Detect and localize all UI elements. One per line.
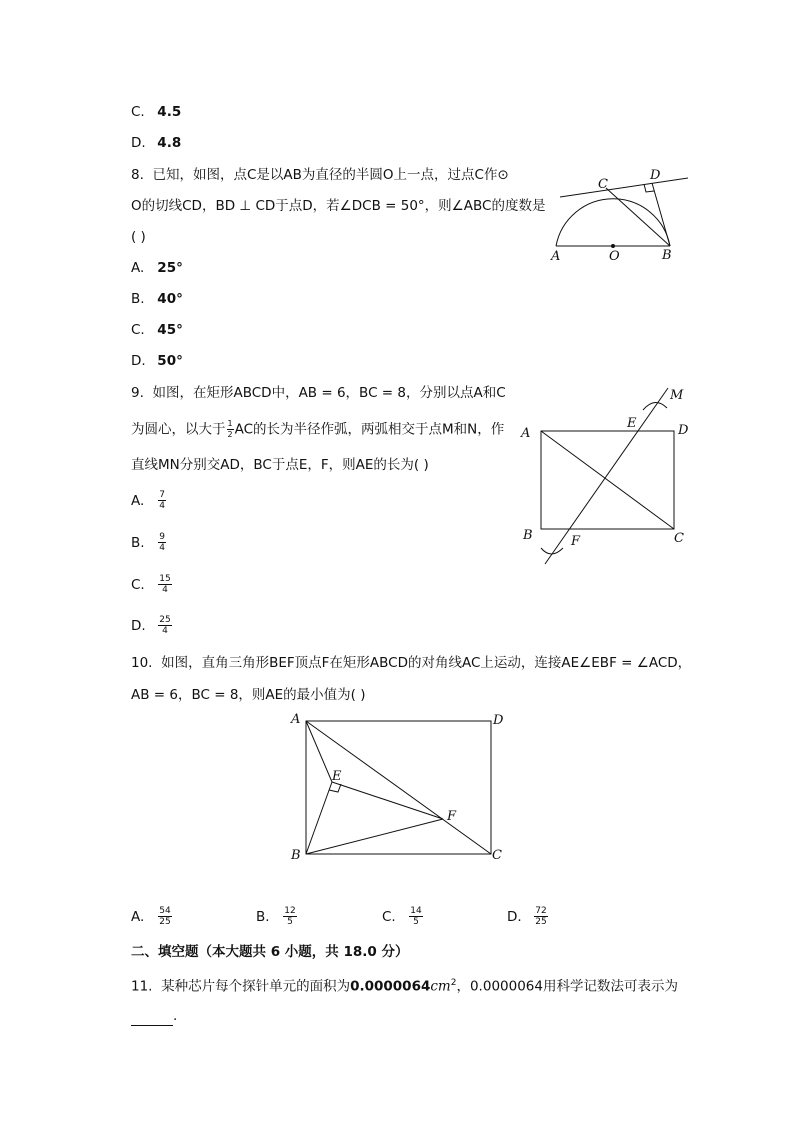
line-mn [545,388,668,564]
q10-option-c [382,906,424,927]
option-fraction [534,906,547,927]
option-fraction [283,906,296,927]
q11-text-post: ，0.0000064用科学记数法可表示为 [456,978,678,995]
half-fraction [227,419,234,440]
q10-option-a [131,906,173,927]
frac-num: 12 [284,906,296,916]
q9-option-b [131,532,167,553]
label-c: C [598,177,608,192]
q11-text-pre: 某种芯片每个探针单元的面积为 [161,978,351,995]
q9-stem-line2 [131,419,504,440]
option-fraction [158,490,166,511]
q7-option-d [131,133,181,153]
q10-stem-line1 [131,653,691,673]
option-value: 50° [157,353,183,369]
q11-answer-line [131,1006,177,1026]
option-label: B. [131,291,145,307]
q9-text-2a: 为圆心，以大于 [131,421,226,438]
option-label: C. [131,576,145,593]
chord-cb [606,188,670,246]
label-e: E [627,416,637,431]
q10-stem-line2: AB = 6，BC = 8，则AE的最小值为( ) [131,687,366,703]
label-c: C [674,531,684,546]
frac-den: 4 [159,501,166,511]
q9-option-c [131,574,173,595]
option-label: D. [131,135,146,151]
segment-be [306,782,332,854]
label-b: B [523,528,533,543]
question-number: 11. [131,978,153,995]
label-a: A [291,712,301,727]
option-fraction [158,574,171,595]
section-title: 二、填空题（本大题共 6 小题，共 18.0 分） [131,944,409,960]
frac-den: 25 [159,917,171,927]
q9-option-a [131,490,167,511]
q8-option-d [131,351,183,371]
label-b: B [662,248,672,263]
q8-option-a [131,258,183,278]
frac-den: 5 [413,917,419,927]
question-number: 10. [131,655,153,671]
question-number: 9. [131,385,144,401]
q8-text-1: 已知，如图，点C是以AB为直径的半圆O上一点，过点C作⊙ [152,167,509,183]
option-label: D. [131,617,146,634]
q10-option-d [507,906,549,927]
label-e: E [332,769,342,784]
option-label: A. [131,908,145,925]
q9-figure [515,380,715,570]
q9-stem-line3: 直线MN分别交AD，BC于点E，F，则AE的长为( ) [131,457,429,473]
label-c: C [492,848,502,863]
q8-stem-line3: ( ) [131,229,146,245]
q11-unit: cm [430,978,451,995]
segment-bf [306,819,443,854]
option-value: 45° [157,322,183,338]
semicircle-arc [556,199,670,246]
label-d: D [678,423,689,438]
q11-stem-line1 [131,973,678,997]
q9-text-2b: AC的长为半径作弧，两弧相交于点M和N，作 [234,421,505,438]
q8-stem-line2: O的切线CD，BD ⊥ CD于点D，若∠DCB = 50°，则∠ABC的度数是 [131,198,546,214]
frac-num: 15 [159,574,171,584]
label-f: F [571,534,581,549]
option-label: D. [131,353,146,369]
frac-num: 54 [159,906,171,916]
frac-num: 72 [535,906,547,916]
center-point [611,244,615,248]
answer-blank[interactable] [131,1011,173,1026]
option-label: B. [256,908,270,925]
frac-num: 1 [227,419,233,428]
option-fraction [158,906,171,927]
frac-den: 4 [162,585,168,595]
arc-n [541,548,563,554]
option-label: B. [131,534,145,551]
option-label: C. [382,908,396,925]
q9-text-1: 如图，在矩形ABCD中，AB = 6，BC = 8，分别以点A和C [152,385,506,401]
label-b: B [291,848,301,863]
tangent-line [560,178,688,197]
option-label: C. [131,322,145,338]
option-value: 4.5 [157,104,182,120]
label-a: A [551,249,561,264]
frac-den: 4 [162,626,168,636]
label-d: D [650,168,661,183]
segment-bd [652,183,670,246]
option-label: A. [131,492,145,509]
q10-text-1: 如图，直角三角形BEF顶点F在矩形ABCD的对角线AC上运动，连接AE∠EBF = ∠ACD， [161,655,692,671]
option-fraction [409,906,422,927]
label-m: M [670,388,684,403]
diagonal-ac [541,431,674,529]
frac-num: 7 [159,490,166,500]
label-d: D [493,713,504,728]
option-value: 40° [157,291,183,307]
q10-option-b [256,906,298,927]
q9-stem-line1 [131,383,506,403]
frac-den: 5 [287,917,293,927]
option-label: A. [131,260,145,276]
option-fraction [158,615,171,636]
segment-ef [332,782,443,819]
q7-option-c [131,102,181,122]
label-o: O [609,249,620,264]
q11-value: 0.0000064 [350,978,431,995]
q8-option-c [131,320,183,340]
label-a: A [521,426,531,441]
option-value: 4.8 [157,135,182,151]
frac-num: 9 [159,532,166,542]
q8-stem-line1 [131,165,509,185]
label-f: F [447,809,457,824]
diagonal-ac [306,721,491,854]
q8-figure [540,160,700,270]
option-label: C. [131,104,145,120]
question-number: 8. [131,167,144,183]
q11-end: . [173,1008,178,1024]
q11-exp: 2 [450,978,457,988]
frac-den: 2 [227,430,233,439]
q10-figure [285,708,515,868]
q8-option-b [131,289,183,309]
frac-den: 25 [535,917,547,927]
option-value: 25° [157,260,183,276]
frac-den: 4 [159,543,166,553]
option-fraction [158,532,166,553]
frac-num: 25 [159,615,171,625]
q9-option-d [131,615,173,636]
frac-num: 14 [410,906,422,916]
option-label: D. [507,908,522,925]
